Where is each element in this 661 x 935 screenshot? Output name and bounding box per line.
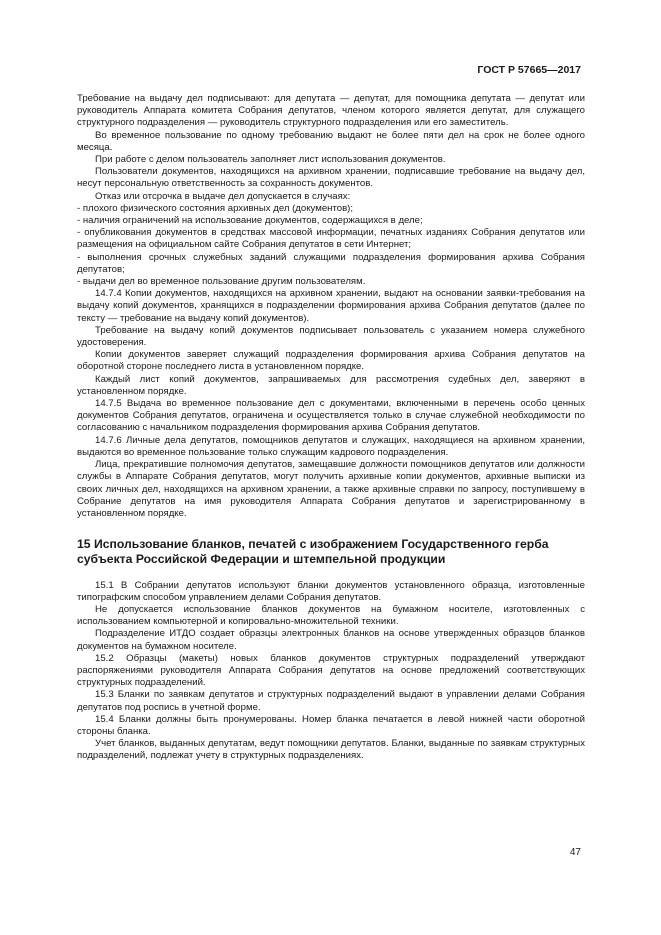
paragraph: Пользователи документов, находящихся на архивном хранении, подписавшие требование на выдачу дел, несут персональную ответственность за сохранность документов. <box>77 166 585 190</box>
paragraph: 15.2 Образцы (макеты) новых бланков документов структурных подразделений утверждают распоряжениями руководителя Аппарата Собрания депутатов на основе предложений соответствующих структурных подразделений. <box>77 652 585 689</box>
paragraph: Подразделение ИТДО создает образцы электронных бланков на основе утвержденных образцов бланков документов на бумажном носителе. <box>77 628 585 652</box>
paragraph: 14.7.6 Личные дела депутатов, помощников депутатов и служащих, находящиеся на архивном хранении, выдаются во временное пользование только служащим кадрового подразделения. <box>77 434 585 458</box>
page-number: 47 <box>569 847 581 858</box>
section-title: 15 Использование бланков, печатей с изображением Государственного герба субъекта Российской Федерации и штемпельной продукции <box>77 537 549 567</box>
paragraph: Требование на выдачу дел подписывают: для депутата — депутат, для помощника депутата — депутат или руководитель Аппарата комитета Собрания депутатов, членом которого является депутат, для служащего структурного подразделения — руководитель структурного подразделения или его заместитель. <box>77 93 585 129</box>
paragraph: Требование на выдачу копий документов подписывает пользователь с указанием номера служебного удостоверения. <box>77 324 585 349</box>
list-item: - выдачи дел во временное пользование другим пользователям. <box>77 276 366 288</box>
standard-header: ГОСТ Р 57665—2017 <box>477 64 581 76</box>
document-body <box>77 93 585 763</box>
paragraph: Во временное пользование по одному требованию выдают не более пяти дел на срок не более одного месяца. <box>77 129 585 153</box>
paragraph: При работе с делом пользователь заполняет лист использования документов. <box>95 154 446 166</box>
paragraph: 14.7.4 Копии документов, находящихся на архивном хранении, выдают на основании заявки-требования на выдачу копий документов, хранящихся в подразделении формирования архива Собрания депутатов (далее по тексту — требование на выдачу копий документов). <box>77 288 585 324</box>
paragraph: Учет бланков, выданных депутатам, ведут помощники депутатов. Бланки, выданные по заявкам структурных подразделений, подлежат учету в структурных подразделениях. <box>77 738 585 762</box>
list-item: - опубликования документов в средствах массовой информации, печатных изданиях Собрания депутатов или размещения на официальном сайте Собрания депутатов в сети Интернет; <box>77 227 585 251</box>
section-heading-block <box>77 537 585 567</box>
paragraph: 15.4 Бланки должны быть пронумерованы. Номер бланка печатается в левой нижней части оборотной стороны бланка. <box>77 713 585 737</box>
paragraph: 15.3 Бланки по заявкам депутатов и структурных подразделений выдают в управлении делами Собрания депутатов под роспись в учетной форме. <box>77 689 585 713</box>
paragraph: Не допускается использование бланков документов на бумажном носителе, изготовленных с использованием компьютерной и копировально-множительной техники. <box>77 603 585 628</box>
paragraph: Копии документов заверяет служащий подразделения формирования архива Собрания депутатов на оборотной стороне последнего листа в установленном порядке. <box>77 349 585 373</box>
paragraph: 14.7.5 Выдача во временное пользование дел с документами, включенными в перечень особо ценных документов Собрания депутатов, ограничена и осуществляется только в случае служебной необходимости по согласованию с начальником подразделения формирования архива Собрания депутатов. <box>77 398 585 434</box>
list-item: - плохого физического состояния архивных дел (документов); <box>77 202 354 214</box>
list-item: - выполнения срочных служебных заданий служащими подразделения формирования архива Собрания депутатов; <box>77 251 585 275</box>
paragraph: Каждый лист копий документов, запрашиваемых для рассмотрения судебных дел, заверяют в установленном порядке. <box>77 373 585 397</box>
list-item: - наличия ограничений на использование документов, содержащихся в деле; <box>77 215 423 227</box>
paragraph: Лица, прекратившие полномочия депутатов, замещавшие должности помощников депутатов или должности службы в Аппарате Собрания депутатов, могут получить архивные копии документов, архивные выписки из своих личных дел, находящихся на архивном хранении, а также архивные справки по запросу, поступившему в Собрание депутатов на имя руководителя Аппарата Собрания депутатов и зарегистрированному в установленном порядке. <box>77 459 585 519</box>
paragraph: Отказ или отсрочка в выдаче дел допускается в случаях: <box>95 190 351 202</box>
paragraph: 15.1 В Собрании депутатов используют бланки документов установленного образца, изготовленные типографским способом управлением делами Собрания депутатов. <box>77 579 585 603</box>
